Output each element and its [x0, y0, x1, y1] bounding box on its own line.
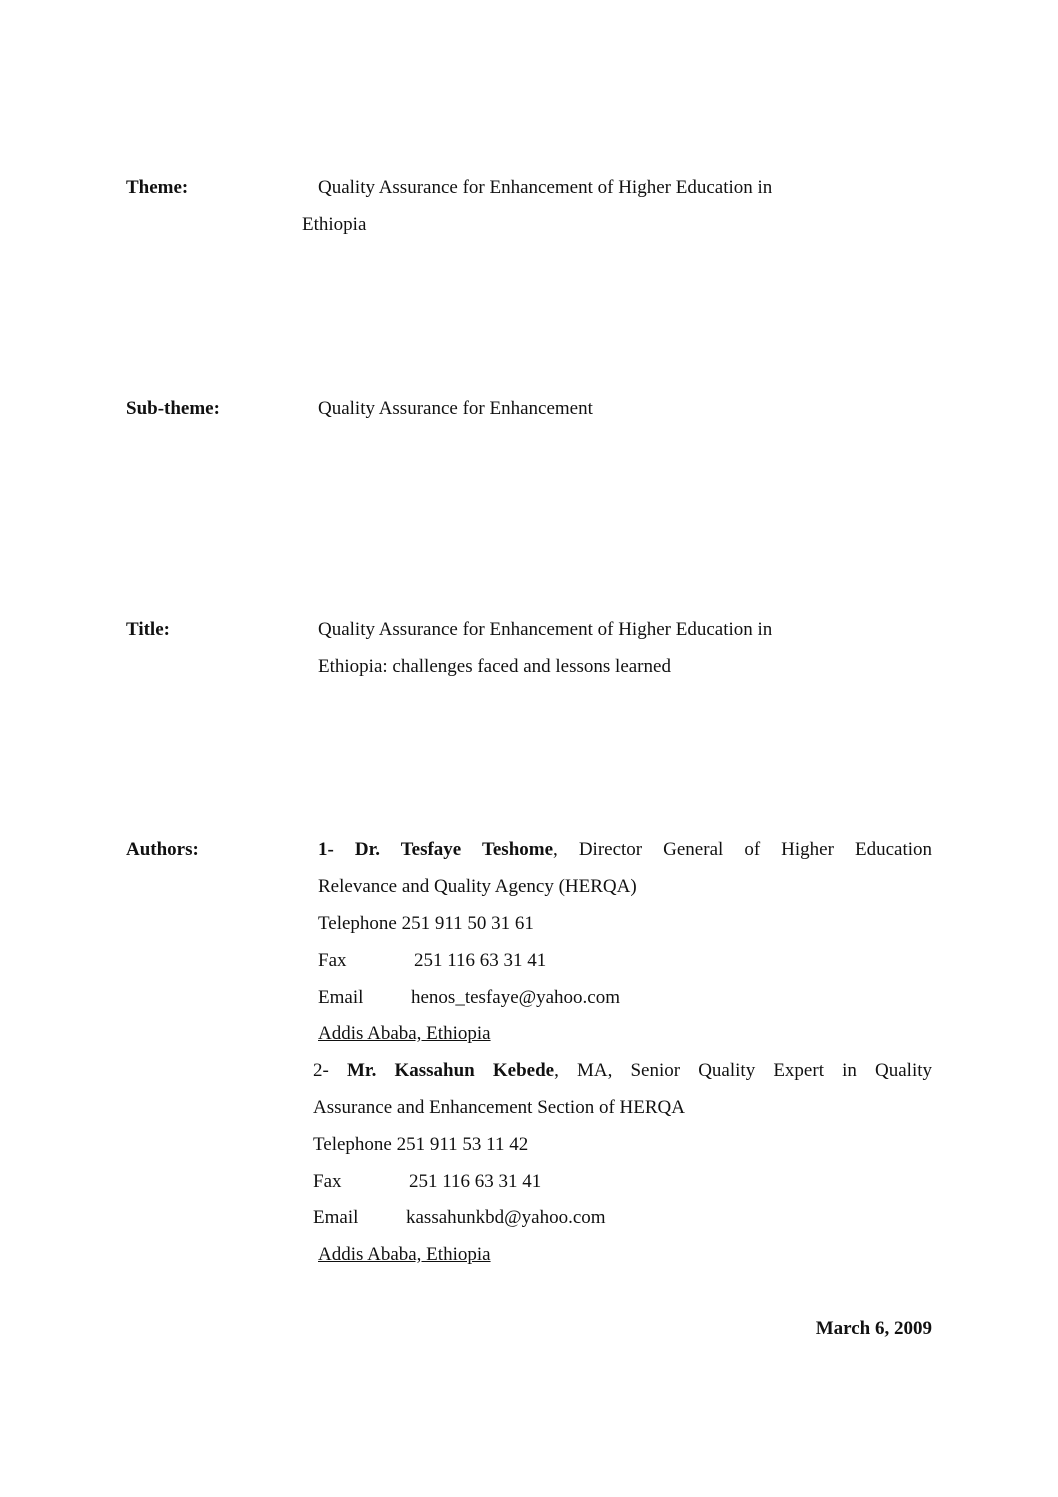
author1-telephone-label: Telephone — [318, 913, 397, 934]
title-text-line1: Quality Assurance for Enhancement of Higher Education in — [318, 619, 773, 640]
author2-role-line1: , MA, Senior Quality Expert in Quality — [554, 1060, 933, 1081]
author1-telephone-value: 251 911 50 31 61 — [401, 913, 534, 934]
author1-fax-value: 251 116 63 31 41 — [414, 950, 547, 971]
author1-role-line2: Relevance and Quality Agency (HERQA) — [318, 876, 637, 897]
author2-telephone-row — [313, 1133, 528, 1157]
author2-role-line2: Assurance and Enhancement Section of HERQA — [313, 1097, 685, 1118]
theme-label: Theme: — [126, 177, 189, 198]
author1-number: 1- — [318, 839, 334, 860]
authors-label: Authors: — [126, 839, 199, 860]
author2-email-label: Email — [313, 1207, 359, 1228]
author2-email-value: kassahunkbd@yahoo.com — [406, 1207, 606, 1228]
author2-number: 2- — [313, 1060, 329, 1081]
author2-telephone-label: Telephone — [313, 1134, 392, 1155]
author2-location: Addis Ababa, Ethiopia — [318, 1244, 491, 1265]
title-label: Title: — [126, 619, 170, 640]
author1-fax-label: Fax — [318, 950, 347, 971]
author2-heading-line — [313, 1059, 932, 1083]
author1-location: Addis Ababa, Ethiopia — [318, 1023, 491, 1044]
author1-heading-line — [318, 838, 932, 862]
theme-text-line1: Quality Assurance for Enhancement of Higher Education in — [318, 177, 773, 198]
subtheme-text: Quality Assurance for Enhancement — [318, 398, 593, 419]
author2-fax-label: Fax — [313, 1171, 342, 1192]
subtheme-label: Sub-theme: — [126, 398, 220, 419]
author1-telephone-row — [318, 912, 534, 936]
theme-text-line2: Ethiopia — [302, 214, 367, 235]
author1-role-line1: , Director General of Higher Education — [553, 839, 933, 860]
author1-name: Dr. Tesfaye Teshome — [354, 839, 554, 860]
document-date: March 6, 2009 — [815, 1318, 932, 1339]
title-text-line2: Ethiopia: challenges faced and lessons learned — [318, 656, 671, 677]
author2-fax-value: 251 116 63 31 41 — [409, 1171, 542, 1192]
author1-email-value: henos_tesfaye@yahoo.com — [411, 987, 621, 1008]
author2-name: Mr. Kassahun Kebede — [346, 1060, 555, 1081]
author1-email-label: Email — [318, 987, 364, 1008]
author2-telephone-value: 251 911 53 11 42 — [396, 1134, 529, 1155]
